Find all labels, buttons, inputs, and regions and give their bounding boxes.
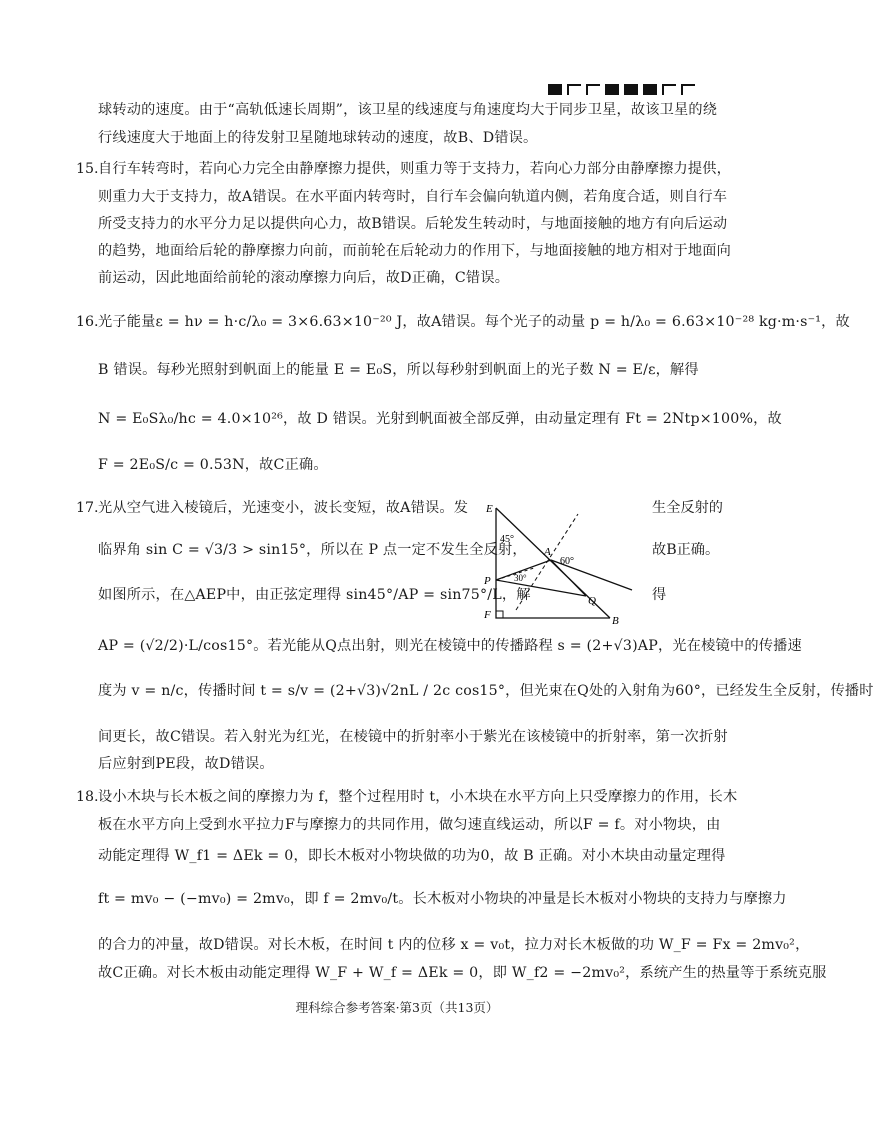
text-line: 设小木块与长木板之间的摩擦力为 f，整个过程用时 t，小木块在水平方向上只受摩擦力的作用，长木 [98,789,738,805]
right-angle-mark [496,611,503,618]
text-fragment: 生全反射的 [652,500,723,516]
label-F: F [484,609,491,621]
formula-line: 动能定理得 W_f1 = ΔEk = 0，即长木板对小物块做的功为0，故 B 正确。对小木块由动量定理得 [98,848,726,864]
item-number: 16. [76,314,99,330]
formula-line: F = 2E₀S/c = 0.53N，故C正确。 [98,457,328,473]
label-B: B [612,615,619,627]
text-line: 则重力大于支持力，故A错误。在水平面内转弯时，自行车会偏向轨道内侧，若角度合适，则自行车 [98,189,728,205]
mark-filled [624,84,638,95]
formula-line: N = E₀Sλ₀/hc = 4.0×10²⁶，故 D 错误。光射到帆面被全部反弹，由动量定理有 Ft = 2Ntp×100%，故 [98,411,782,427]
text-line: 球转动的速度。由于“高轨低速长周期”，该卫星的线速度与角速度均大于同步卫星，故该卫星的绕 [98,102,718,118]
mark-open [567,84,581,95]
text-line: 的趋势，地面给后轮的静摩擦力向前，而前轮在后轮动力的作用下，与地面接触的地方相对于地面向 [98,243,732,259]
text-line: 行线速度大于地面上的待发射卫星随地球转动的速度，故B、D错误。 [98,130,538,146]
formula-line: 的合力的冲量，故D错误。对长木板，在时间 t 内的位移 x = v₀t，拉力对长木板做的功 W_F = Fx = 2mv₀²， [98,937,810,953]
label-P: P [484,575,491,587]
text-fragment: 故B正确。 [652,542,720,558]
mark-filled [605,84,619,95]
item-number: 15. [76,161,99,177]
label-Q: Q [588,595,596,607]
header-progress-marks [548,84,695,98]
mark-open [662,84,676,95]
formula-line: 临界角 sin C = √3/3 > sin15°，所以在 P 点一定不发生全反射， [98,542,527,558]
text-line: 后应射到PE段，故D错误。 [98,756,274,772]
angle-45: 45° [500,534,514,545]
formula-line: AP = (√2/2)·L/cos15°。若光能从Q点出射，则光在棱镜中的传播路程 s = (2+√3)AP，光在棱镜中的传播速 [98,638,802,654]
text-line: 前运动，因此地面给前轮的滚动摩擦力向后，故D正确，C错误。 [98,270,510,286]
mark-filled [548,84,562,95]
formula-line: 故C正确。对长木板由动能定理得 W_F + W_f = ΔEk = 0，即 W_f2 = −2mv₀²，系统产生的热量等于系统克服 [98,965,827,981]
page-footer: 理科综合参考答案·第3页（共13页） [295,1000,499,1015]
label-E: E [486,503,493,515]
mark-filled [643,84,657,95]
item-number: 17. [76,500,99,516]
text-line: 光从空气进入棱镜后，光速变小，波长变短，故A错误。发 [98,500,469,516]
formula-line: B 错误。每秒光照射到帆面上的能量 E = E₀S，所以每秒射到帆面上的光子数 N = E/ε，解得 [98,362,699,378]
mark-open [586,84,600,95]
formula-line: 如图所示，在△AEP中，由正弦定理得 sin45°/AP = sin75°/L，解 [98,587,531,603]
prism-ray-diagram [476,500,640,628]
text-line: 所受支持力的水平分力足以提供向心力，故B错误。后轮发生转动时，与地面接触的地方有向后运动 [98,216,728,232]
item-number: 18. [76,789,99,805]
formula-line: 光子能量ε = hν = h·c/λ₀ = 3×6.63×10⁻²⁰ J，故A错误。每个光子的动量 p = h/λ₀ = 6.63×10⁻²⁸ kg·m·s⁻¹，故 [98,314,850,330]
mark-open [681,84,695,95]
formula-line: ft = mv₀ − (−mv₀) = 2mv₀，即 f = 2mv₀/t。长木板对小物块的冲量是长木板对小物块的支持力与摩擦力 [98,891,787,907]
text-line: 板在水平方向上受到水平拉力F与摩擦力的共同作用，做匀速直线运动，所以F = f。对小物块，由 [98,817,721,833]
text-line: 间更长，故C错误。若入射光为红光，在棱镜中的折射率小于紫光在该棱镜中的折射率，第一次折射 [98,729,728,745]
label-A: A [544,546,551,558]
angle-30: 30° [514,573,527,583]
angle-60: 60° [560,556,574,567]
text-fragment: 得 [652,587,667,603]
formula-line: 度为 v = n/c，传播时间 t = s/v = (2+√3)√2nL / 2c cos15°，但光束在Q处的入射角为60°，已经发生全反射，传播时 [98,683,874,699]
text-line: 自行车转弯时，若向心力完全由静摩擦力提供，则重力等于支持力，若向心力部分由静摩擦力提供， [98,161,732,177]
